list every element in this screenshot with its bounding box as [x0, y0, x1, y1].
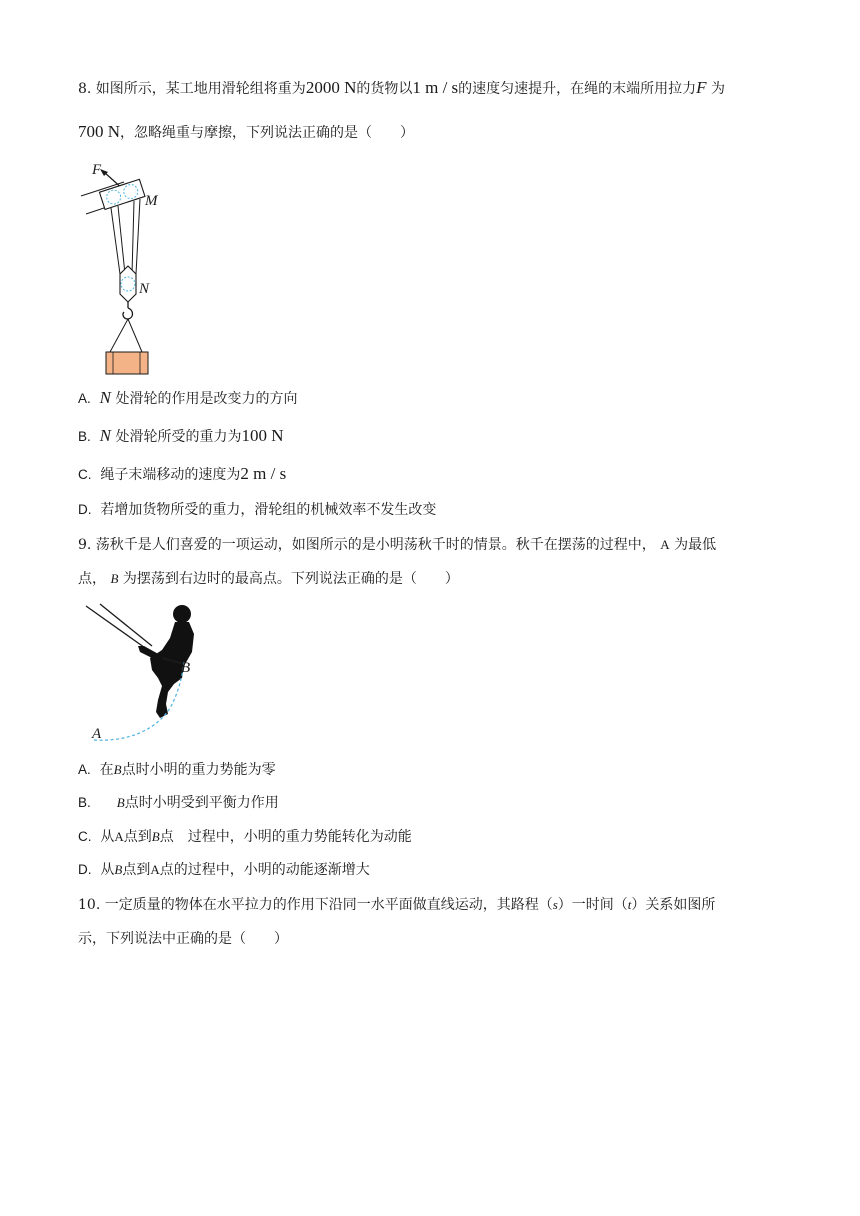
- label-f: F: [92, 162, 102, 178]
- label-a: A: [92, 726, 102, 742]
- q8-option-c[interactable]: [78, 464, 286, 485]
- option-letter: D.: [78, 502, 92, 517]
- q8-text-1: 8. 如图所示，某工地用滑轮组将重为: [78, 81, 306, 97]
- option-text-2: 点到: [123, 829, 152, 845]
- option-text-2: 点时小明受到平衡力作用: [124, 795, 279, 811]
- q8-text-3: 的速度匀速提升，在绳的末端所用拉力: [458, 81, 697, 97]
- swing-rope-1: [86, 606, 148, 650]
- q9-text-1: 9. 荡秋千是人们喜爱的一项运动，如图所示的是小明荡秋千时的情景。秋千在摆荡的过程中，: [78, 537, 656, 553]
- q8-option-a[interactable]: [78, 388, 297, 409]
- q8-text-5: ，忽略绳重与摩擦，下列说法正确的是（ ）: [120, 125, 415, 141]
- q8-option-b[interactable]: [78, 426, 284, 447]
- q8-stem-line2: [78, 122, 414, 143]
- q8-force-symbol: F: [696, 78, 707, 97]
- q10-var-s: s: [552, 897, 558, 912]
- q8-weight-value: 2000 N: [305, 78, 357, 97]
- load-rope-right: [128, 319, 142, 352]
- option-var-1: B: [113, 762, 122, 777]
- option-letter: A.: [78, 391, 91, 406]
- pulley-figure: [78, 156, 178, 378]
- rope-1: [111, 208, 120, 274]
- option-letter: C.: [78, 467, 92, 482]
- q9-option-c[interactable]: [78, 827, 412, 847]
- option-letter: A.: [78, 762, 91, 777]
- q9-stem-line1: [78, 535, 716, 555]
- option-value: 100 N: [241, 426, 284, 445]
- hook-curve: [123, 308, 132, 319]
- label-b: B: [181, 660, 191, 676]
- option-text-3: 点 过程中，小明的重力势能转化为动能: [159, 829, 412, 845]
- q10-text-3: ）关系如图所: [631, 897, 716, 913]
- option-value: 2 m / s: [240, 464, 287, 483]
- q9-option-b[interactable]: [78, 793, 279, 813]
- q10-text-2: ）一时间（: [557, 897, 628, 913]
- label-n: N: [139, 281, 150, 297]
- option-text-1: 在: [99, 762, 114, 778]
- q8-speed-value: 1 m / s: [412, 78, 459, 97]
- movable-pulley-housing: [120, 266, 136, 302]
- q8-text-4: 为: [711, 81, 725, 97]
- option-var-1: B: [116, 795, 125, 810]
- q10-stem-line1: [78, 895, 715, 915]
- option-var-1: A: [114, 829, 124, 844]
- label-m: M: [145, 193, 158, 209]
- rope-3: [132, 201, 134, 274]
- option-var-2: A: [150, 862, 160, 877]
- cargo-box: [106, 352, 148, 374]
- q8-stem-line1: [78, 78, 725, 99]
- option-text-2: 点到: [122, 862, 151, 878]
- q9-text-4: 为摆荡到右边时的最高点。下列说法正确的是（ ）: [122, 571, 459, 587]
- option-text-1: 从: [100, 829, 115, 845]
- q9-stem-line2: [78, 569, 459, 589]
- load-rope-left: [110, 319, 128, 352]
- q9-var-b: B: [110, 571, 119, 586]
- option-letter: D.: [78, 862, 92, 877]
- option-var: N: [99, 388, 112, 407]
- option-var: N: [99, 426, 112, 445]
- option-text-3: 点的过程中，小明的动能逐渐增大: [159, 862, 370, 878]
- q10-text-4: 示，下列说法中正确的是（ ）: [78, 931, 288, 947]
- option-letter: B.: [78, 795, 91, 810]
- q9-text-2: 为最低: [674, 537, 717, 553]
- q8-force-value: 700 N: [78, 122, 121, 141]
- q8-text-2: 的货物以: [356, 81, 413, 97]
- q10-var-t: t: [627, 897, 632, 912]
- q10-text-1: 10. 一定质量的物体在水平拉力的作用下沿同一水平面做直线运动，其路程（: [78, 897, 553, 913]
- option-text-2: 点时小明的重力势能为零: [121, 762, 276, 778]
- fixed-pulley-housing: [99, 179, 145, 209]
- q10-stem-line2: [78, 929, 288, 949]
- option-text: 处滑轮的作用是改变力的方向: [115, 391, 298, 407]
- option-text: 处滑轮所受的重力为: [115, 429, 242, 445]
- option-letter: B.: [78, 429, 91, 444]
- option-text-1: 从: [100, 862, 115, 878]
- q9-option-d[interactable]: [78, 860, 370, 880]
- q9-option-a[interactable]: [78, 760, 276, 780]
- option-var-1: B: [114, 862, 123, 877]
- swing-rope-2: [100, 604, 152, 646]
- q8-option-d[interactable]: [78, 500, 436, 520]
- option-letter: C.: [78, 829, 92, 844]
- option-text: 绳子末端移动的速度为: [100, 467, 241, 483]
- option-text: 若增加货物所受的重力，滑轮组的机械效率不发生改变: [100, 502, 437, 518]
- swing-figure: [78, 600, 208, 746]
- option-var-2: B: [151, 829, 160, 844]
- rope-4: [136, 199, 140, 274]
- q9-text-3: 点，: [78, 571, 106, 587]
- q9-var-a: A: [660, 537, 670, 552]
